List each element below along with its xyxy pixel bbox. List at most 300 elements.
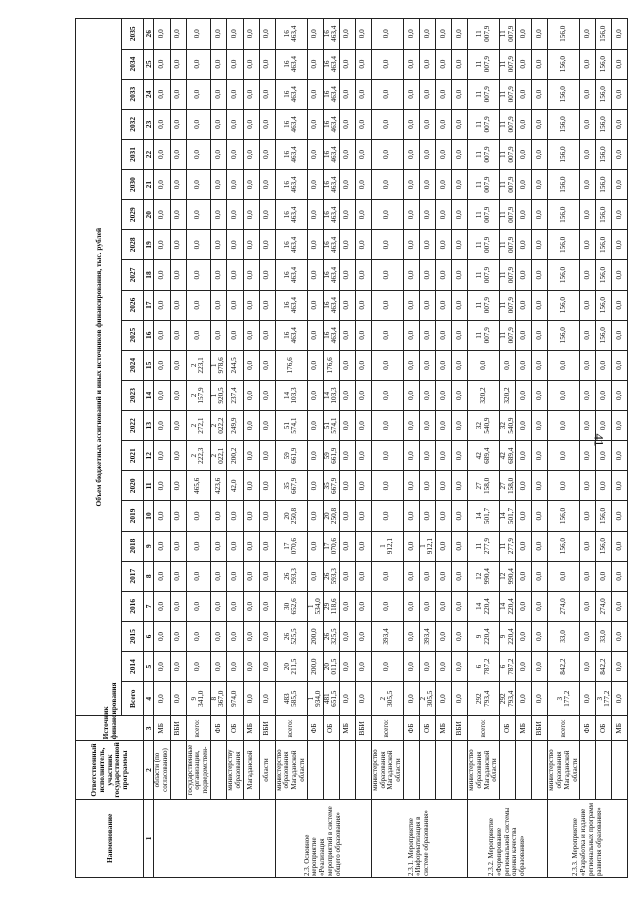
row-value: 11 007,9 (467, 230, 499, 260)
column-number: 26 (144, 19, 154, 50)
row-value: 0,0 (532, 200, 548, 230)
column-number: 8 (144, 561, 154, 591)
row-value: 156,0 (548, 170, 580, 200)
row-value: 0,0 (339, 260, 355, 290)
row-executor (210, 741, 226, 799)
row-value: 42 689,4 (467, 441, 499, 471)
row-value: 0,0 (186, 320, 210, 350)
column-number: 11 (144, 471, 154, 501)
header-funding-title: Объем бюджетных ассигнований и иных источников финансирования, тыс. рублей (76, 19, 122, 716)
row-value: 0,0 (419, 320, 435, 350)
row-value: 0,0 (170, 320, 186, 350)
row-value: 16 463,4 (275, 109, 307, 139)
row-value: 0,0 (435, 200, 451, 230)
table-row (532, 19, 548, 878)
row-value: 156,0 (548, 320, 580, 350)
row-value: 0,0 (186, 49, 210, 79)
row-value: 0,0 (419, 471, 435, 501)
row-value: 0,0 (596, 380, 612, 410)
row-executor (500, 741, 516, 799)
row-value: 0,0 (435, 531, 451, 561)
row-value: 0,0 (243, 109, 259, 139)
row-value: 0,0 (355, 260, 371, 290)
row-value: 0,0 (355, 19, 371, 50)
row-value: 0,0 (210, 290, 226, 320)
row-value: 0,0 (435, 561, 451, 591)
row-value: 0,0 (243, 591, 259, 621)
row-value: 0,0 (371, 200, 403, 230)
row-value: 0,0 (339, 79, 355, 109)
row-value: 0,0 (339, 652, 355, 682)
row-value: 2 223,1 (186, 350, 210, 380)
row-value: 0,0 (516, 290, 532, 320)
row-executor: министерство образования Магаданской области (548, 741, 580, 799)
row-value: 0,0 (355, 411, 371, 441)
row-value: 0,0 (339, 411, 355, 441)
column-number: 16 (144, 320, 154, 350)
table-row (467, 19, 499, 878)
row-value: 0,0 (403, 109, 419, 139)
row-value: 156,0 (596, 200, 612, 230)
row-value: 0,0 (210, 230, 226, 260)
row-value: 0,0 (243, 380, 259, 410)
row-value: 156,0 (596, 320, 612, 350)
row-value: 0,0 (371, 591, 403, 621)
row-value: 0,0 (451, 380, 467, 410)
row-value: 0,0 (259, 320, 275, 350)
row-value: 0,0 (170, 591, 186, 621)
row-value: 33,0 (548, 621, 580, 651)
row-executor: Магаданской (243, 741, 259, 799)
row-value: 0,0 (516, 621, 532, 651)
column-number: 2 (144, 741, 154, 799)
row-value: 0,0 (259, 230, 275, 260)
row-source: ОБ (596, 716, 612, 741)
row-source: всего: (467, 716, 499, 741)
row-value: 1 912,1 (371, 531, 403, 561)
row-value: 0,0 (259, 260, 275, 290)
row-value: 0,0 (210, 49, 226, 79)
row-value: 2 022,1 (210, 441, 226, 471)
row-value: 0,0 (355, 139, 371, 169)
row-value: 0,0 (371, 49, 403, 79)
row-value: 0,0 (419, 260, 435, 290)
row-value: 0,0 (580, 380, 596, 410)
row-value: 0,0 (419, 441, 435, 471)
row-value: 156,0 (596, 531, 612, 561)
row-value: 0,0 (186, 170, 210, 200)
row-value: 0,0 (307, 531, 323, 561)
table-row (612, 19, 628, 878)
row-value: 156,0 (548, 49, 580, 79)
row-total: 0,0 (170, 682, 186, 716)
row-value: 0,0 (403, 49, 419, 79)
row-value: 0,0 (612, 652, 628, 682)
row-value: 0,0 (612, 19, 628, 50)
row-value: 0,0 (371, 260, 403, 290)
row-value: 51 574,1 (323, 411, 339, 441)
row-value: 0,0 (259, 501, 275, 531)
row-value: 0,0 (532, 471, 548, 501)
row-source: ОБ (419, 716, 435, 741)
row-value: 0,0 (243, 350, 259, 380)
row-value: 0,0 (170, 561, 186, 591)
row-value: 0,0 (451, 441, 467, 471)
row-value: 156,0 (548, 230, 580, 260)
row-value: 0,0 (307, 290, 323, 320)
row-value: 16 463,4 (323, 19, 339, 50)
row-executor: министерство образования Магаданской области (275, 741, 307, 799)
row-value: 0,0 (355, 79, 371, 109)
row-value: 20 211,5 (275, 652, 307, 682)
row-executor (612, 741, 628, 799)
row-value: 0,0 (355, 471, 371, 501)
row-value: 0,0 (170, 290, 186, 320)
row-value: 0,0 (154, 350, 171, 380)
row-value: 0,0 (532, 501, 548, 531)
row-source: всего: (186, 716, 210, 741)
row-value: 16 463,4 (323, 139, 339, 169)
table-row (154, 19, 171, 878)
row-value: 0,0 (154, 621, 171, 651)
row-value: 0,0 (355, 441, 371, 471)
row-value: 0,0 (371, 561, 403, 591)
row-value: 29 118,6 (323, 591, 339, 621)
row-value: 156,0 (548, 139, 580, 169)
row-value: 0,0 (435, 411, 451, 441)
row-value: 0,0 (451, 471, 467, 501)
row-value: 0,0 (186, 139, 210, 169)
row-value: 0,0 (186, 200, 210, 230)
row-value: 0,0 (467, 350, 499, 380)
row-value: 35 667,9 (275, 471, 307, 501)
row-value: 0,0 (548, 411, 580, 441)
row-value: 0,0 (403, 652, 419, 682)
row-value: 26 325,5 (323, 621, 339, 651)
row-value: 0,0 (419, 501, 435, 531)
row-value: 0,0 (516, 49, 532, 79)
row-value: 0,0 (419, 350, 435, 380)
row-value: 0,0 (532, 170, 548, 200)
header-year: 2022 (122, 411, 144, 441)
row-value: 0,0 (307, 561, 323, 591)
row-value: 11 007,9 (500, 260, 516, 290)
row-value: 0,0 (403, 170, 419, 200)
row-value: 30 652,6 (275, 591, 307, 621)
row-value: 12 990,4 (467, 561, 499, 591)
row-value: 0,0 (243, 621, 259, 651)
row-value: 0,0 (339, 320, 355, 350)
row-value: 0,0 (612, 139, 628, 169)
row-value: 9 220,4 (500, 621, 516, 651)
table-row (170, 19, 186, 878)
row-value: 0,0 (580, 79, 596, 109)
row-value: 0,0 (451, 411, 467, 441)
row-value: 0,0 (226, 531, 243, 561)
row-value: 249,9 (226, 411, 243, 441)
row-value: 200,2 (226, 441, 243, 471)
row-value: 0,0 (451, 79, 467, 109)
row-value: 0,0 (451, 591, 467, 621)
header-year: 2032 (122, 109, 144, 139)
row-value: 0,0 (516, 79, 532, 109)
row-value: 0,0 (419, 411, 435, 441)
row-value: 0,0 (403, 19, 419, 50)
row-value: 156,0 (548, 19, 580, 50)
header-name: Наименование (76, 799, 144, 877)
row-value: 0,0 (580, 230, 596, 260)
row-value: 0,0 (243, 531, 259, 561)
row-value: 0,0 (532, 591, 548, 621)
row-value: 0,0 (243, 19, 259, 50)
header-year: 2024 (122, 350, 144, 380)
row-value: 16 463,4 (323, 320, 339, 350)
row-total: 0,0 (243, 682, 259, 716)
row-value: 156,0 (548, 109, 580, 139)
row-value: 156,0 (596, 49, 612, 79)
header-year: 2023 (122, 380, 144, 410)
row-value: 11 007,9 (467, 320, 499, 350)
header-year: 2016 (122, 591, 144, 621)
row-executor (339, 741, 355, 799)
row-value: 0,0 (339, 501, 355, 531)
row-value: 11 007,9 (467, 200, 499, 230)
row-value: 0,0 (435, 350, 451, 380)
row-value: 0,0 (516, 411, 532, 441)
row-value: 0,0 (516, 380, 532, 410)
row-value: 16 463,4 (275, 290, 307, 320)
table-row (500, 19, 516, 878)
row-value: 16 463,4 (275, 170, 307, 200)
row-value: 0,0 (451, 200, 467, 230)
row-value: 0,0 (210, 561, 226, 591)
row-executor: области (259, 741, 275, 799)
row-source: ОБ (500, 716, 516, 741)
row-value: 0,0 (580, 501, 596, 531)
row-value: 0,0 (259, 139, 275, 169)
row-value: 0,0 (226, 260, 243, 290)
row-value: 0,0 (532, 290, 548, 320)
row-value: 0,0 (210, 109, 226, 139)
row-value: 0,0 (516, 471, 532, 501)
header-year: 2015 (122, 621, 144, 651)
row-executor (451, 741, 467, 799)
table-row (403, 19, 419, 878)
row-value: 16 463,4 (275, 49, 307, 79)
row-value: 0,0 (451, 49, 467, 79)
row-value: 0,0 (580, 591, 596, 621)
row-value: 0,0 (355, 49, 371, 79)
row-value: 0,0 (210, 170, 226, 200)
header-year: 2035 (122, 19, 144, 50)
row-value: 0,0 (612, 531, 628, 561)
row-executor (403, 741, 419, 799)
row-value: 0,0 (170, 621, 186, 651)
row-value: 0,0 (355, 290, 371, 320)
row-value: 0,0 (451, 260, 467, 290)
row-value: 0,0 (580, 621, 596, 651)
row-value: 42 689,4 (500, 441, 516, 471)
row-value: 0,0 (435, 290, 451, 320)
row-executor (307, 741, 323, 799)
row-value: 156,0 (548, 501, 580, 531)
row-value: 0,0 (516, 230, 532, 260)
row-value: 0,0 (451, 109, 467, 139)
column-number: 25 (144, 49, 154, 79)
row-value: 6 787,2 (500, 652, 516, 682)
column-number: 3 (144, 716, 154, 741)
row-value: 0,0 (355, 109, 371, 139)
table-row (548, 19, 580, 878)
row-value: 0,0 (596, 411, 612, 441)
table-row (516, 19, 532, 878)
row-value: 0,0 (612, 471, 628, 501)
column-number: 4 (144, 682, 154, 716)
column-number: 19 (144, 230, 154, 260)
row-value: 0,0 (532, 109, 548, 139)
row-executor: министерству образования (226, 741, 243, 799)
row-value: 0,0 (451, 290, 467, 320)
row-value: 0,0 (154, 260, 171, 290)
table-row (419, 19, 435, 878)
row-value: 0,0 (170, 350, 186, 380)
row-total: 0,0 (403, 682, 419, 716)
row-value: 0,0 (580, 561, 596, 591)
row-value: 320,2 (500, 380, 516, 410)
row-value: 0,0 (580, 49, 596, 79)
header-source: Источник финансирования (76, 716, 144, 741)
row-value: 14 103,3 (323, 380, 339, 410)
row-value: 0,0 (612, 621, 628, 651)
row-value: 0,0 (532, 49, 548, 79)
row-value: 0,0 (154, 471, 171, 501)
row-value: 11 007,9 (500, 230, 516, 260)
column-number: 23 (144, 109, 154, 139)
row-value: 0,0 (170, 441, 186, 471)
column-number: 7 (144, 591, 154, 621)
row-total: 3 177,2 (596, 682, 612, 716)
row-value: 0,0 (339, 139, 355, 169)
row-value: 0,0 (186, 621, 210, 651)
row-value: 0,0 (307, 320, 323, 350)
row-value: 0,0 (210, 591, 226, 621)
row-value: 0,0 (435, 441, 451, 471)
row-value: 0,0 (154, 79, 171, 109)
row-value: 0,0 (612, 230, 628, 260)
row-value: 0,0 (186, 260, 210, 290)
row-value: 0,0 (596, 350, 612, 380)
row-value: 0,0 (170, 19, 186, 50)
row-value: 0,0 (403, 200, 419, 230)
row-value: 0,0 (339, 531, 355, 561)
row-value: 0,0 (435, 260, 451, 290)
row-value: 0,0 (532, 652, 548, 682)
row-value: 0,0 (419, 652, 435, 682)
row-value: 16 463,4 (323, 109, 339, 139)
header-year: 2027 (122, 260, 144, 290)
row-value: 0,0 (435, 320, 451, 350)
row-value: 59 661,9 (323, 441, 339, 471)
row-value: 0,0 (516, 652, 532, 682)
row-source: ФБ (403, 716, 419, 741)
table-row (243, 19, 259, 878)
row-value: 0,0 (612, 320, 628, 350)
header-year: 2020 (122, 471, 144, 501)
row-value: 0,0 (154, 170, 171, 200)
row-value: 11 007,9 (467, 109, 499, 139)
row-total: 2 305,5 (371, 682, 403, 716)
row-value: 0,0 (532, 230, 548, 260)
row-value: 0,0 (154, 501, 171, 531)
row-value: 14 501,7 (500, 501, 516, 531)
row-executor: области (по согласованию) (154, 741, 171, 799)
row-executor (355, 741, 371, 799)
row-value: 0,0 (186, 19, 210, 50)
row-value: 0,0 (612, 380, 628, 410)
row-value: 0,0 (612, 170, 628, 200)
row-value: 0,0 (403, 79, 419, 109)
row-value: 42,0 (226, 471, 243, 501)
row-value: 0,0 (403, 501, 419, 531)
row-value: 0,0 (580, 109, 596, 139)
row-value: 0,0 (612, 49, 628, 79)
row-value: 0,0 (339, 350, 355, 380)
row-value: 274,0 (548, 591, 580, 621)
row-value: 0,0 (154, 441, 171, 471)
header-year: 2028 (122, 230, 144, 260)
header-year: 2026 (122, 290, 144, 320)
row-value: 0,0 (243, 260, 259, 290)
row-value: 0,0 (532, 531, 548, 561)
row-value: 0,0 (451, 561, 467, 591)
row-value: 51 574,1 (275, 411, 307, 441)
row-value: 0,0 (170, 109, 186, 139)
row-value: 0,0 (371, 380, 403, 410)
row-value: 200,0 (307, 652, 323, 682)
header-year: 2033 (122, 79, 144, 109)
row-value: 0,0 (339, 561, 355, 591)
row-value: 0,0 (339, 471, 355, 501)
row-value: 0,0 (532, 441, 548, 471)
column-number: 9 (144, 531, 154, 561)
row-value: 0,0 (435, 49, 451, 79)
row-total: 974,0 (226, 682, 243, 716)
row-value: 0,0 (516, 501, 532, 531)
row-value: 0,0 (210, 139, 226, 169)
row-value: 0,0 (451, 19, 467, 50)
row-value: 156,0 (548, 531, 580, 561)
row-value: 0,0 (154, 19, 171, 50)
row-value: 0,0 (451, 621, 467, 651)
row-value: 156,0 (596, 230, 612, 260)
row-value: 156,0 (548, 290, 580, 320)
row-value: 2 222,3 (186, 441, 210, 471)
row-value: 0,0 (532, 350, 548, 380)
row-value: 0,0 (307, 19, 323, 50)
column-number: 10 (144, 501, 154, 531)
row-value: 0,0 (451, 139, 467, 169)
row-value: 16 463,4 (323, 200, 339, 230)
row-value: 0,0 (516, 320, 532, 350)
row-value: 0,0 (532, 320, 548, 350)
row-value: 0,0 (516, 441, 532, 471)
row-value: 0,0 (403, 591, 419, 621)
row-value: 0,0 (307, 411, 323, 441)
row-value: 0,0 (403, 230, 419, 260)
header-year: 2034 (122, 49, 144, 79)
row-value: 0,0 (170, 79, 186, 109)
table-row (435, 19, 451, 878)
